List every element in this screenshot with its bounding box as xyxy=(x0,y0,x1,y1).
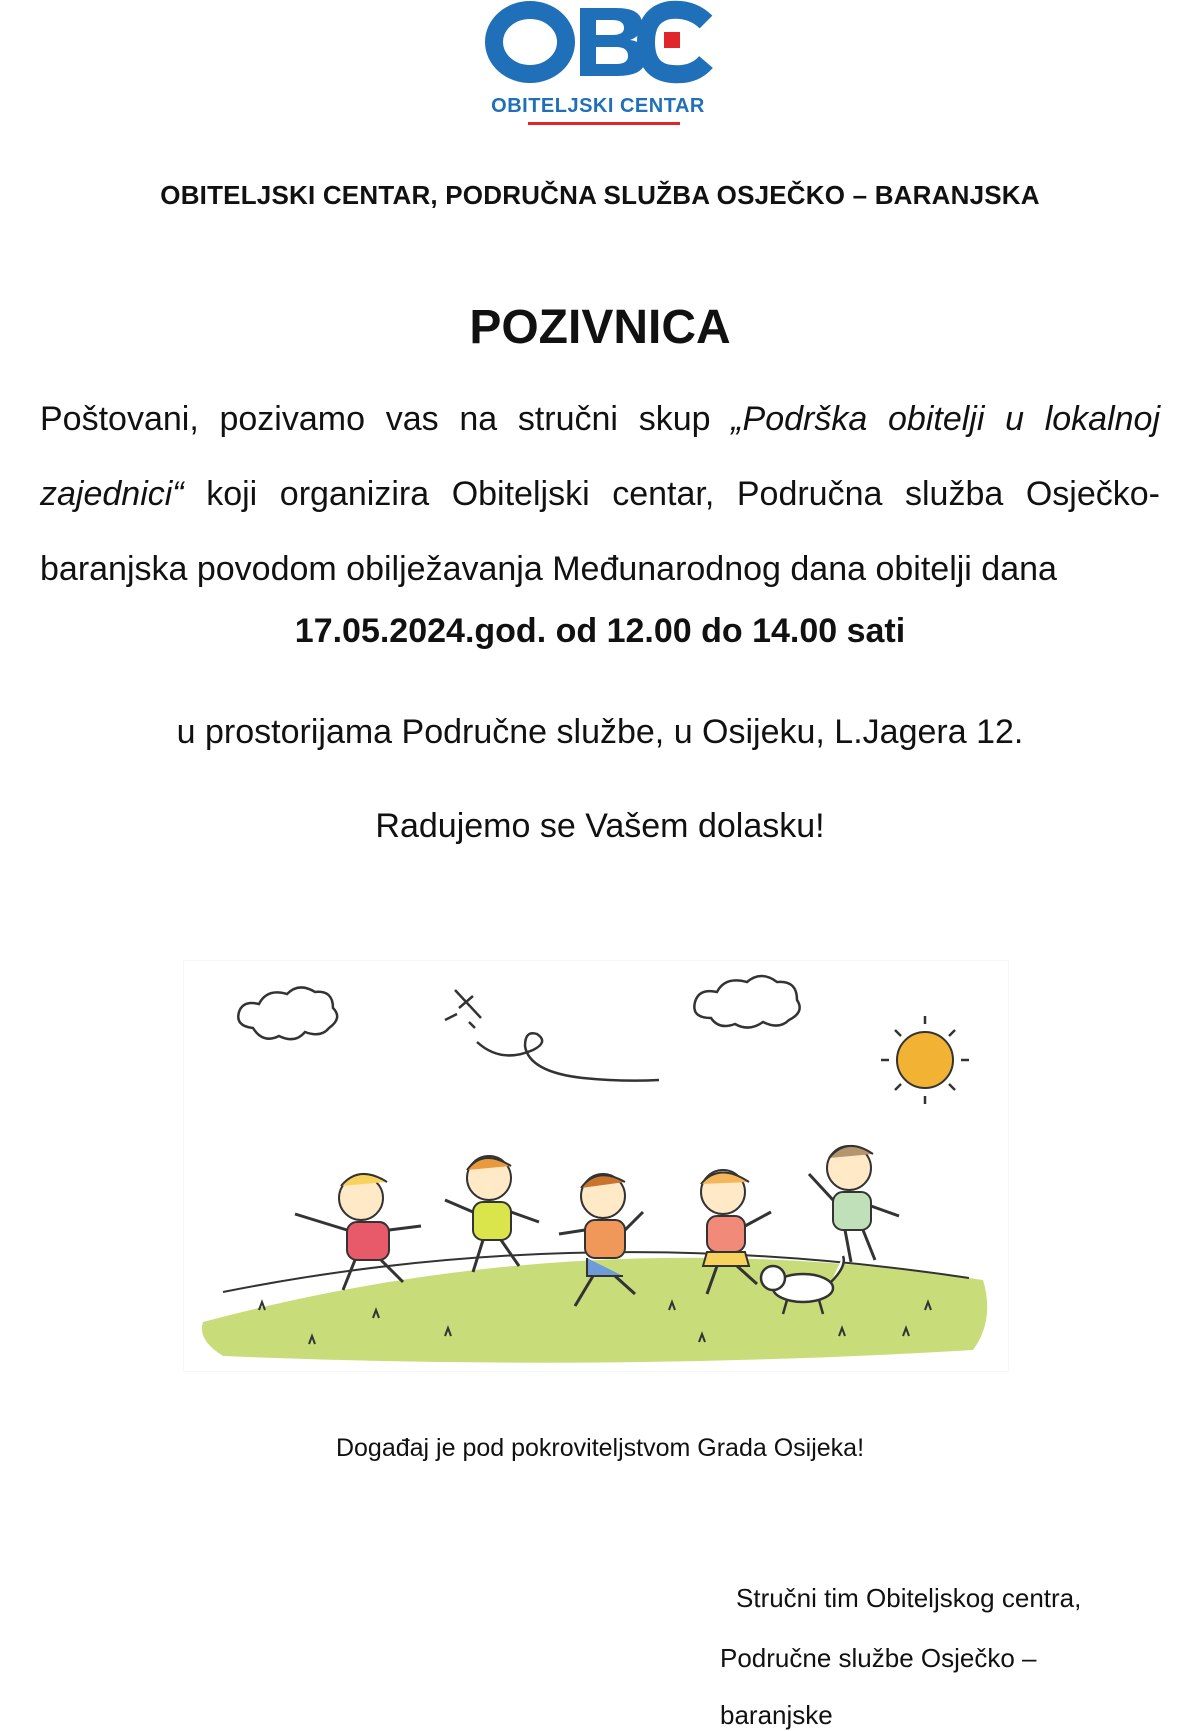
event-name: „Podrška obitelji u lokalnoj zajednici“ xyxy=(40,400,1161,513)
intro-rest-text: koji organizira Obiteljski centar, Područna služba Osječko-baranjska povodom obilježavanja Međunarodnog dana obitelji dana xyxy=(40,475,1160,588)
invitation-title: POZIVNICA xyxy=(469,301,731,354)
organization-heading: OBITELJSKI CENTAR, PODRUČNA SLUŽBA OSJEČKO – BARANJSKA xyxy=(160,180,1040,210)
children-illustration xyxy=(183,960,1009,1372)
event-location: u prostorijama Područne službe, u Osijeku, L.Jagera 12. xyxy=(176,713,1024,751)
illustration-graphic xyxy=(183,960,1009,1372)
signature-line-3: baranjske xyxy=(720,1700,833,1730)
logo-graphic xyxy=(470,0,726,128)
logo-caption: OBITELJSKI CENTAR xyxy=(491,95,705,117)
event-datetime: 17.05.2024.god. od 12.00 do 14.00 sati xyxy=(294,612,906,650)
obiteljski-centar-logo xyxy=(470,0,726,128)
welcome-text: Radujemo se Vašem dolasku! xyxy=(375,807,825,845)
invitation-body xyxy=(40,382,1160,607)
patronage-note: Događaj je pod pokroviteljstvom Grada Osijeka! xyxy=(335,1434,865,1462)
signature-line-2: Područne službe Osječko – xyxy=(720,1643,1037,1673)
signature-line-1: Stručni tim Obiteljskog centra, xyxy=(736,1583,1082,1613)
intro-text: Poštovani, pozivamo vas na stručni skup xyxy=(40,400,732,438)
